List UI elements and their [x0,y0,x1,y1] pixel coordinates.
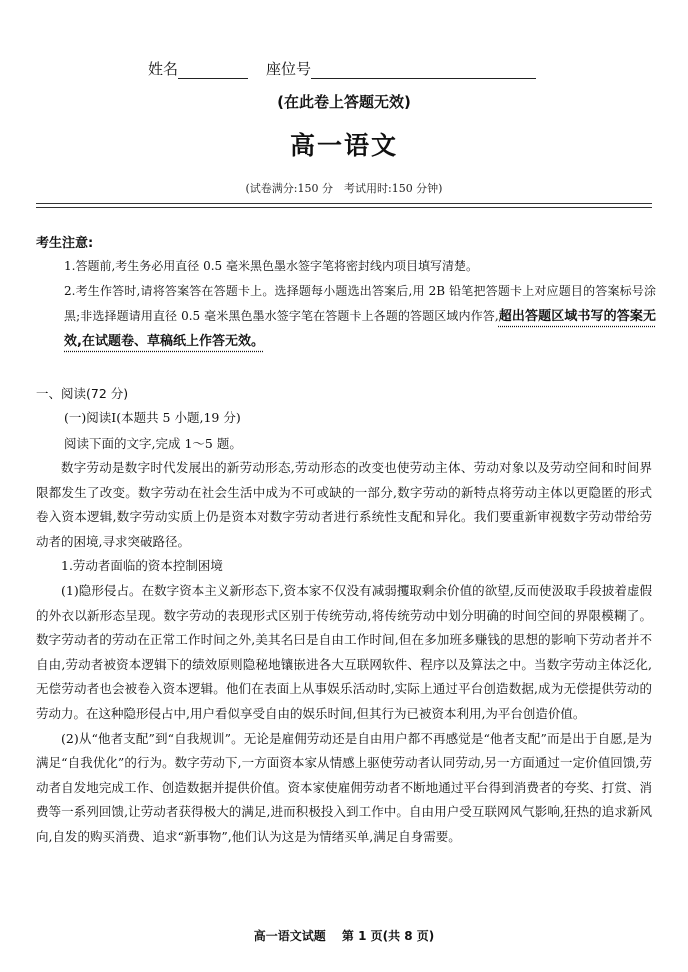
note-item-2-warning: 超出答题区域书写的答案无效,在试题卷、草稿纸上作答无效。 [64,309,656,349]
instruction: 阅读下面的文字,完成 1～5 题。 [64,436,242,451]
notes-heading: 考生注意: [36,236,94,251]
paragraph: 数字劳动是数字时代发展出的新劳动形态,劳动形态的改变也使劳动主体、劳动对象以及劳动空间和时间界限都发生了改变。数字劳动在社会生活中成为不可或缺的一部分,数字劳动的新特点将劳动主体以更隐匿的形式卷入资本逻辑,数字劳动实质上仍是资本对数字劳动者进行系统性支配和异化。我们要重新审视数字劳动带给劳动者的困境,寻求突破路径。 [36,460,652,549]
invalid-note: (在此卷上答题无效) [277,93,411,111]
name-seat-line [148,58,536,79]
passage-label: (一)阅读Ⅰ(本题共 5 小题,19 分) [64,410,241,425]
note-item-2 [64,279,656,354]
page-footer: 高一语文试题 第 1 页(共 8 页) [253,929,435,943]
exam-info: (试卷满分:150 分 考试用时:150 分钟) [245,182,443,195]
paragraph: (1)隐形侵占。在数字资本主义新形态下,资本家不仅没有减弱攫取剩余价值的欲望,反而使汲取手段披着虚假的外衣以新形态呈现。数字劳动的表现形式区别于传统劳动,将传统劳动中划分明确的时间空间的界限模糊了。数字劳动者的劳动在正常工作时间之外,美其名曰是自由工作时间,但在多加班多赚钱的思想的影响下劳动者并不自由,劳动者被资本逻辑下的绩效原则隐秘地镶嵌进各大互联网软件、程序以及算法之中。当数字劳动主体泛化,无偿劳动者也会被卷入资本逻辑。他们在表面上从事娱乐活动时,实际上通过平台创造数据,成为无偿提供劳动的劳动力。在这种隐形侵占中,用户看似享受自由的娱乐时间,但其行为已被资本利用,为平台创造价值。 [36,582,652,721]
section-heading: 一、阅读(72 分) [36,386,129,401]
page-title: 高一语文 [289,131,398,160]
passage-body [36,456,652,850]
name-blank [178,62,248,79]
paragraph: (2)从“他者支配”到“自我规训”。无论是雇佣劳动还是自由用户都不再感觉是“他者支配”而是出于自愿,是为满足“自我优化”的行为。数字劳动下,一方面资本家从情感上驱使劳动者认同劳动,另一方面通过一定价值回馈,劳动者自发地完成工作、创造数据并提供价值。资本家使雇佣劳动者不断地通过平台得到消费者的夸奖、打赏、消费等一系列回馈,让劳动者获得极大的满足,进而积极投入到工作中。自由用户受互联网风气影响,狂热的追求新风向,自发的购买消费、追求“新事物”,他们认为这是为情绪买单,满足自身需要。 [36,730,652,844]
divider-bottom [36,207,652,208]
name-label: 姓名 [148,60,179,78]
note-item-2-text: 2.考生作答时,请将答案答在答题卡上。选择题每小题选出答案后,用 2B 铅笔把答题卡上对应题目的答案标号涂黑;非选择题请用直径 0.5 毫米黑色墨水签字笔在答题卡上各题的答题区域内作答, [64,284,656,323]
divider-top [36,203,652,204]
note-item-1: 1.答题前,考生务必用直径 0.5 毫米黑色墨水签字笔将密封线内项目填写清楚。 [64,259,478,273]
seat-label: 座位号 [266,60,312,78]
paragraph: 1.劳动者面临的资本控制困境 [61,558,223,574]
seat-blank [311,62,536,79]
